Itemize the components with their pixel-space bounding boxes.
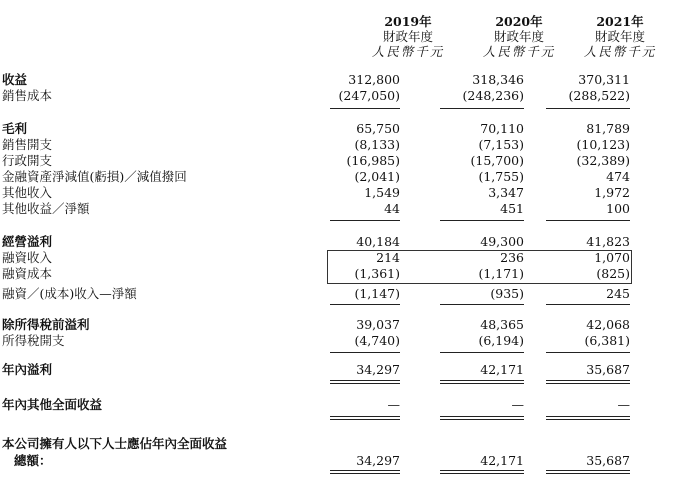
value-2020: 236 <box>500 250 524 265</box>
value-2021: 35,687 <box>586 453 630 468</box>
value-2020: 48,365 <box>480 317 524 332</box>
value-2019: 312,800 <box>348 72 400 87</box>
value-2021: 370,311 <box>578 72 630 87</box>
subtotal-rule <box>546 304 630 305</box>
value-2021: 474 <box>606 169 630 184</box>
value-2021: 35,687 <box>586 362 630 377</box>
value-2019: 39,037 <box>356 317 400 332</box>
row-label: 銷售開支 <box>2 137 53 152</box>
value-2019: (2,041) <box>354 169 400 184</box>
value-2020: 70,110 <box>480 121 524 136</box>
subtotal-rule <box>440 352 524 353</box>
value-2019: 34,297 <box>356 453 400 468</box>
row-label: 金融資產淨減值(虧損)／減值撥回 <box>2 169 187 184</box>
total-rule <box>546 380 630 381</box>
row-label: 總額： <box>14 453 52 468</box>
row-label: 本公司擁有人以下人士應佔年內全面收益 <box>2 436 228 451</box>
value-2021: 245 <box>606 286 630 301</box>
row-label: 融資成本 <box>2 266 53 281</box>
value-2020: (1,755) <box>478 169 524 184</box>
header-unit: 人民幣千元 <box>482 44 556 59</box>
total-rule <box>546 470 630 471</box>
value-2019: (4,740) <box>354 333 400 348</box>
row-label: 毛利 <box>2 121 28 136</box>
value-2019: (1,361) <box>354 266 400 281</box>
value-2021: (288,522) <box>568 88 630 103</box>
value-2021: 41,823 <box>586 234 630 249</box>
value-2020: (7,153) <box>478 137 524 152</box>
row-label: 行政開支 <box>2 153 53 168</box>
row-label: 經營溢利 <box>2 234 53 249</box>
value-2019: 214 <box>376 250 400 265</box>
subtotal-rule <box>440 108 524 109</box>
header-unit: 人民幣千元 <box>583 44 657 59</box>
row-label: 收益 <box>2 72 28 87</box>
value-2019: — <box>387 397 400 412</box>
value-2020: (15,700) <box>470 153 524 168</box>
value-2021: (32,389) <box>576 153 630 168</box>
subtotal-rule <box>546 108 630 109</box>
value-2020: 42,171 <box>480 362 524 377</box>
row-label: 融資收入 <box>2 250 53 265</box>
value-2021: (6,381) <box>584 333 630 348</box>
subtotal-rule <box>440 304 524 305</box>
total-rule <box>440 380 524 381</box>
subtotal-rule <box>330 304 400 305</box>
total-rule <box>330 416 400 417</box>
subtotal-rule <box>440 220 524 221</box>
value-2019: 40,184 <box>356 234 400 249</box>
value-2021: 81,789 <box>586 121 630 136</box>
value-2021: (825) <box>596 266 630 281</box>
total-rule <box>440 419 524 420</box>
value-2021: 1,070 <box>594 250 630 265</box>
value-2020: (1,171) <box>478 266 524 281</box>
header-label: 財政年度 <box>493 29 544 44</box>
total-rule <box>330 419 400 420</box>
subtotal-rule <box>330 108 400 109</box>
total-rule <box>440 473 524 474</box>
value-2019: 44 <box>384 201 400 216</box>
value-2021: 1,972 <box>594 185 630 200</box>
row-label: 除所得稅前溢利 <box>2 317 90 332</box>
value-2020: 3,347 <box>488 185 524 200</box>
row-label: 融資／(成本)收入—淨額 <box>2 286 137 301</box>
total-rule <box>330 380 400 381</box>
row-label: 其他收入 <box>2 185 53 200</box>
total-rule <box>330 470 400 471</box>
header-year: 2019年 <box>384 14 432 29</box>
value-2020: — <box>511 397 524 412</box>
subtotal-rule <box>546 220 630 221</box>
total-rule <box>330 473 400 474</box>
value-2021: 100 <box>606 201 630 216</box>
total-rule <box>546 419 630 420</box>
header-unit: 人民幣千元 <box>371 44 445 59</box>
value-2020: (248,236) <box>462 88 524 103</box>
value-2019: (247,050) <box>338 88 400 103</box>
header-year: 2021年 <box>596 14 644 29</box>
row-label: 所得稅開支 <box>2 333 65 348</box>
value-2019: (8,133) <box>354 137 400 152</box>
total-rule <box>546 416 630 417</box>
total-rule <box>546 383 630 384</box>
value-2020: (935) <box>490 286 524 301</box>
value-2020: (6,194) <box>478 333 524 348</box>
total-rule <box>440 416 524 417</box>
value-2019: (16,985) <box>346 153 400 168</box>
value-2019: 1,549 <box>364 185 400 200</box>
row-label: 其他收益／淨額 <box>2 201 90 216</box>
header-label: 財政年度 <box>594 29 645 44</box>
value-2021: — <box>617 397 630 412</box>
total-rule <box>546 473 630 474</box>
value-2019: (1,147) <box>354 286 400 301</box>
value-2020: 42,171 <box>480 453 524 468</box>
subtotal-rule <box>546 352 630 353</box>
value-2021: 42,068 <box>586 317 630 332</box>
value-2020: 451 <box>500 201 524 216</box>
header-label: 財政年度 <box>382 29 433 44</box>
row-label: 銷售成本 <box>2 88 53 103</box>
total-rule <box>440 383 524 384</box>
value-2020: 49,300 <box>480 234 524 249</box>
value-2019: 65,750 <box>356 121 400 136</box>
value-2019: 34,297 <box>356 362 400 377</box>
row-label: 年內溢利 <box>2 362 53 377</box>
value-2020: 318,346 <box>472 72 524 87</box>
header-year: 2020年 <box>495 14 543 29</box>
subtotal-rule <box>330 220 400 221</box>
row-label: 年內其他全面收益 <box>2 397 103 412</box>
subtotal-rule <box>330 352 400 353</box>
value-2021: (10,123) <box>576 137 630 152</box>
total-rule <box>330 383 400 384</box>
total-rule <box>440 470 524 471</box>
